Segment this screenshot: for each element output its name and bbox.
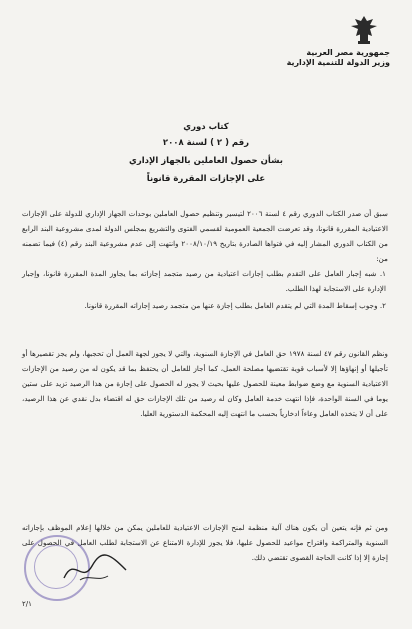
page-number: ٢/١ (22, 600, 32, 608)
eagle-emblem-icon (349, 14, 379, 46)
doc-subject-line1: بشأن حصول العاملين بالجهاز الإداري (129, 156, 283, 166)
doc-subject-line2: على الإجازات المقررة قانوناً (146, 174, 266, 184)
conclusion-paragraph: ومن ثم فإنه يتعين أن يكون هناك آلية منظمة لمنح الإجازات الاعتيادية للعاملين يمكن من خلالها إعلام الموظف بإجازاته السنوية والمتراكمة واقتراح مواعيد للحصول عليها، فلا يجوز للإدارة الامتناع عن الاستجابة لطلب العامل في الحصول على إجازة إلا إذا كانت الحاجة القصوى تقتضي ذلك. (22, 523, 388, 562)
law-paragraph: ونظم القانون رقم ٤٧ لسنة ١٩٧٨ حق العامل في الإجازة السنوية، والتي لا يجوز لجهة العمل أن تحجبها، ولم يجز تقصيرها أو تأجيلها أو إنهاؤها إلا لأسباب قوية تقتضيها مصلحة العمل، كما أجاز للعامل أن يحتفظ بما قد يكون له من رصيد من الإجازات الاعتيادية السنوية مع وضع ضوابط معينة للحصول عليها بحيث لا يجوز له الحصول على إجازة من هذا الرصيد تزيد على ستين يوما في السنة الواحدة، فإذا انتهت خدمة العامل وكان له رصيد من تلك الإجازات حق له اقتضاء بدل نقدي عن هذا الرصيد، على أن لا يتخذه العامل وعاءاً ادخارياً بحسب ما انتهت إليه المحكمة الدستورية العليا. (22, 349, 388, 418)
list-item: ١. شبه إجبار العامل على التقدم بطلب إجازات اعتيادية من رصيد متجمد إجازاته بما يجاوز المدة المقررة قانونا، وإجبار الإدارة على الاستجابة لهذا الطلب. (22, 269, 386, 293)
list-item: ٢. وجوب إسقاط المدة التي لم يتقدم العامل بطلب إجازة عنها من متجمد رصيد إجازاته المقررة قانونا. (84, 301, 386, 310)
header-country: جمهورية مصر العربية (306, 48, 390, 57)
header-ministry: وزير الدولة للتنمية الإدارية (286, 58, 390, 67)
doc-type-title: كتاب دوري (183, 122, 229, 132)
doc-number: رقم ( ٢ ) لسنة ٢٠٠٨ (162, 138, 250, 148)
intro-paragraph: سبق أن صدر الكتاب الدوري رقم ٤ لسنة ٢٠٠٦ لتيسير وتنظيم حصول العاملين بوحدات الجهاز الإداري للدولة على الإجازات الاعتيادية المقررة قانونا، وقد تعرضت الجمعية العمومية لقسمي الفتوى والتشريع بمجلس الدولة لمدى مشروعية البند الرابع من الكتاب الدوري المشار إليه في فتواها الصادرة بتاريخ ٢٠٠٨/١٠/١٩ وانتهت إلى عدم مشروعية البند رقم (٤) فيما تضمنه من: (22, 209, 389, 263)
signature-mark (60, 548, 130, 588)
